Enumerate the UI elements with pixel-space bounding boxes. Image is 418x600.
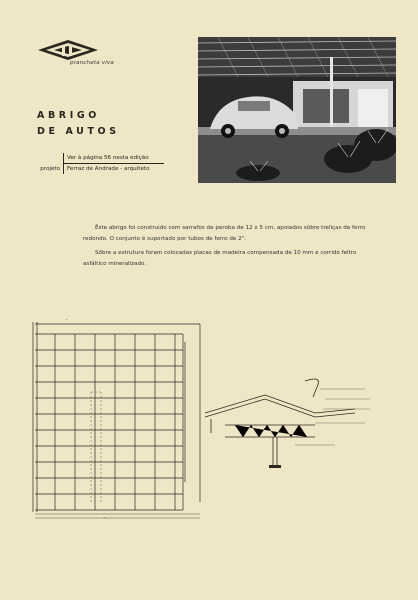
project-credits — [34, 153, 164, 174]
description-paragraph-1: Êste abrigo foi construido com sarrafos de peroba de 12 x 5 cm, apoiados sôbre treliças de ferro redondo. O conjunto é suportado por tubos de ferro de 2". — [83, 225, 366, 242]
credits-row-note — [34, 153, 164, 164]
brand-name: prancheta viva — [70, 60, 114, 66]
description-text — [83, 223, 370, 273]
car-shelter-photo — [198, 37, 396, 183]
credits-row-project — [34, 164, 164, 174]
title-line-2: DE AUTOS — [37, 126, 120, 137]
svg-text:—: — — [103, 515, 106, 519]
title-line-1: ABRIGO — [37, 110, 100, 121]
page-reference: Ver à página 56 nesta edição — [63, 153, 164, 164]
page-title — [37, 108, 120, 140]
architect-name: Ferraz de Andrade - arquiteto — [63, 164, 164, 174]
svg-text:—: — — [65, 317, 68, 321]
project-label: projeto — [40, 166, 60, 172]
roof-section-drawing — [205, 375, 380, 480]
roof-plan-drawing — [25, 312, 225, 532]
description-paragraph-2: Sôbre a estrutura foram colocadas placas de madeira compensada de 10 mm e corrido feltro asfáltico mineralizado. — [83, 250, 357, 267]
